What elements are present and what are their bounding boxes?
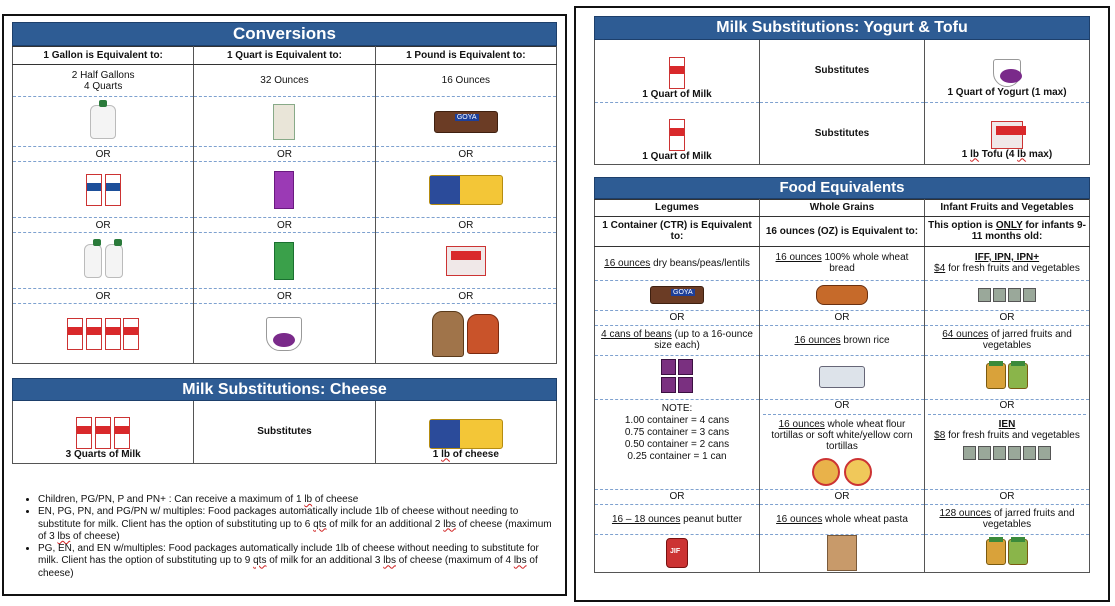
- infant-subheader-only: ONLY: [995, 220, 1023, 231]
- infant-option-3: [928, 415, 1086, 441]
- soy-milk-carton-icon: [273, 104, 295, 140]
- milk-jug-icon: [105, 244, 123, 278]
- bean-can-icon: [678, 359, 693, 375]
- yt-row1-yogurt-label: 1 Quart of Yogurt (1 max): [947, 86, 1067, 98]
- conversions-title: Conversions: [12, 22, 557, 46]
- description: for fresh fruits and vegetables: [945, 263, 1080, 274]
- dry-beans-bag-icon: [650, 286, 704, 304]
- note-line: 0.50 container = 2 cans: [624, 438, 730, 450]
- yogurt-tofu-table: [594, 40, 1090, 165]
- description: of jarred fruits and vegetables: [982, 508, 1075, 530]
- description: brown rice: [840, 334, 890, 346]
- note-unit: lbs: [57, 530, 71, 542]
- conversions-table: [12, 46, 557, 364]
- note-unit: qts: [313, 518, 327, 530]
- milk-gallon-icon: [90, 105, 116, 139]
- infant-category: IFF, IPN, IPN+: [974, 252, 1040, 263]
- amount: 128 ounces: [939, 508, 992, 519]
- yt-row1-substitutes: Substitutes: [760, 40, 925, 102]
- bean-can-icon: [661, 359, 676, 375]
- or-label: OR: [194, 289, 375, 304]
- infant-subheader-text: This option is: [928, 220, 996, 231]
- gallon-value-line2: 4 Quarts: [83, 80, 123, 92]
- description: (up to a 16-ounce size each): [654, 329, 753, 351]
- bread-loaf-icon: [467, 314, 499, 354]
- amount: 16 ounces: [775, 252, 822, 263]
- bean-can-icon: [678, 377, 693, 393]
- amount: 64 ounces: [942, 329, 989, 340]
- description: whole wheat pasta: [822, 513, 908, 525]
- legumes-subheader: 1 Container (CTR) is Equivalent to:: [595, 216, 760, 246]
- note-title: NOTE:: [661, 402, 693, 414]
- quart-milk-icon: [86, 318, 102, 350]
- or-label: OR: [375, 147, 556, 162]
- amount: 16 – 18 ounces: [611, 513, 681, 525]
- or-label: OR: [13, 147, 194, 162]
- note-item: [38, 494, 560, 506]
- legume-option-2: [595, 325, 760, 355]
- note-text: of milk for an additional 2: [326, 518, 444, 530]
- amount: 16 ounces: [794, 334, 841, 346]
- tofu-package-icon: [446, 246, 486, 276]
- yogurt-tub-icon: [266, 317, 302, 351]
- quart-milk-icon: [123, 318, 139, 350]
- cheese-title: Milk Substitutions: Cheese: [12, 378, 557, 401]
- cheese-milk-label: 3 Quarts of Milk: [65, 448, 141, 460]
- note-text: Children, PG/PN, P and PN+ : Can receive a maximum of 1: [38, 494, 305, 505]
- cheese-amount-text: of cheese: [452, 448, 499, 460]
- note-text: of cheese (maximum of 3: [38, 518, 552, 542]
- cheese-amount-unit: lb: [441, 448, 450, 460]
- left-panel: [2, 14, 567, 596]
- voucher-icon: [1038, 446, 1051, 460]
- note-box: [595, 399, 760, 489]
- brown-rice-bag-icon: [819, 366, 865, 388]
- note-text: of cheese): [70, 530, 120, 542]
- note-line: 0.75 container = 3 cans: [624, 426, 730, 438]
- note-text: EN, PG, PN, and PG/PN w/ multiples: Food packages automatically include 1lb of cheese without needing to substitute for milk. Client has the option of substituting up to 6: [38, 506, 519, 530]
- peanut-butter-jar-icon: [666, 538, 688, 568]
- quart-milk-icon: [669, 57, 685, 89]
- amount: $4: [934, 263, 946, 274]
- grains-subheader: 16 ounces (OZ) is Equivalent to:: [760, 216, 925, 246]
- cheese-table: [12, 401, 557, 464]
- or-label: OR: [375, 218, 556, 233]
- note-text: of cheese): [38, 555, 538, 579]
- gallon-header: 1 Gallon is Equivalent to:: [13, 47, 194, 65]
- right-panel: [574, 6, 1110, 602]
- whole-grains-header: Whole Grains: [760, 199, 925, 216]
- legume-option-1: [595, 246, 760, 280]
- tofu-text: Tofu (4: [979, 148, 1018, 160]
- quart-milk-icon: [95, 417, 111, 449]
- or-label: OR: [760, 310, 925, 325]
- note-text: of cheese (maximum of 4: [396, 555, 514, 567]
- or-label: OR: [763, 400, 921, 415]
- note-unit: lb: [304, 494, 313, 505]
- description: dry beans/peas/lentils: [650, 257, 750, 269]
- tofu-text: max): [1026, 148, 1053, 160]
- food-equivalents-title: Food Equivalents: [594, 177, 1090, 199]
- note-item: [38, 506, 560, 543]
- voucher-icon: [993, 288, 1006, 302]
- quart-milk-icon: [669, 119, 685, 151]
- quart-value: 32 Ounces: [194, 65, 375, 97]
- or-label: OR: [375, 289, 556, 304]
- or-label: OR: [925, 310, 1090, 325]
- or-label: OR: [194, 147, 375, 162]
- infant-option-2: [925, 325, 1090, 355]
- infant-category: IEN: [998, 418, 1016, 430]
- grain-option-2: [760, 325, 925, 355]
- or-label: OR: [595, 310, 760, 325]
- whole-wheat-bread-icon: [816, 285, 868, 305]
- cheese-block-icon: [429, 175, 503, 205]
- amount: 16 ounces: [778, 418, 825, 430]
- infant-option-4: [925, 504, 1090, 534]
- note-unit: qts: [253, 555, 267, 567]
- lactose-free-milk-icon: [274, 242, 294, 280]
- yt-row2-substitutes: Substitutes: [760, 102, 925, 164]
- voucher-icon: [978, 446, 991, 460]
- milk-jug-icon: [84, 244, 102, 278]
- grain-option-4: [760, 504, 925, 534]
- grain-option-3: [763, 415, 921, 452]
- or-label: OR: [925, 489, 1090, 504]
- whole-wheat-pasta-icon: [827, 535, 857, 571]
- cheese-amount-number: 1: [432, 448, 439, 460]
- tortilla-icon: [844, 458, 872, 486]
- or-label: OR: [13, 289, 194, 304]
- note-text: of milk for an additional 3: [266, 555, 384, 567]
- voucher-icon: [1023, 288, 1036, 302]
- yt-row2-tofu-label: [962, 149, 1052, 160]
- description: whole wheat flour tortillas or soft white/yellow corn tortillas: [771, 418, 913, 452]
- quart-milk-icon: [105, 318, 121, 350]
- legume-option-3: [595, 504, 760, 534]
- note-line: 0.25 container = 1 can: [627, 450, 727, 462]
- tofu-unit: lb: [1017, 148, 1027, 160]
- infant-option-1: [925, 246, 1090, 280]
- description: of jarred fruits and vegetables: [982, 329, 1072, 351]
- cheese-amount-label: [433, 449, 499, 460]
- baby-food-jar-icon: [986, 539, 1006, 565]
- voucher-icon: [1008, 446, 1021, 460]
- infant-fv-header: Infant Fruits and Vegetables: [925, 199, 1090, 216]
- quart-header: 1 Quart is Equivalent to:: [194, 47, 375, 65]
- tofu-package-icon: [991, 121, 1023, 149]
- whole-wheat-bread-icon: [432, 311, 464, 357]
- note-text: of cheese: [312, 494, 359, 505]
- voucher-icon: [978, 288, 991, 302]
- amount: 16 ounces: [604, 257, 651, 269]
- voucher-icon: [1023, 446, 1036, 460]
- yt-row1-milk-label: 1 Quart of Milk: [642, 88, 712, 100]
- or-label: OR: [760, 489, 925, 504]
- half-gallon-milk-icon: [86, 174, 102, 206]
- legumes-header: Legumes: [595, 199, 760, 216]
- amount: 4 cans of beans: [601, 329, 672, 340]
- cheese-substitutes-label: Substitutes: [194, 401, 375, 463]
- note-unit: lbs: [383, 555, 396, 567]
- yogurt-tofu-title: Milk Substitutions: Yogurt & Tofu: [594, 16, 1090, 40]
- note-item: [38, 543, 560, 580]
- voucher-icon: [993, 446, 1006, 460]
- infant-subheader-text: for infants 9-11 months old:: [971, 220, 1086, 242]
- voucher-icon: [1008, 288, 1021, 302]
- soy-milk-carton-icon: [274, 171, 294, 209]
- gallon-value-line1: 2 Half Gallons: [71, 69, 135, 81]
- quart-milk-icon: [76, 417, 92, 449]
- or-label: OR: [928, 400, 1086, 415]
- cheese-notes-list: [20, 494, 560, 580]
- pound-value: 16 Ounces: [375, 65, 556, 97]
- baby-food-jar-icon: [1008, 539, 1028, 565]
- baby-food-jar-icon: [986, 363, 1006, 389]
- half-gallon-milk-icon: [105, 174, 121, 206]
- pound-header: 1 Pound is Equivalent to:: [375, 47, 556, 65]
- tofu-text: 1: [961, 148, 971, 160]
- note-text: PG, EN, and EN w/multiples: Food packages automatically include 1lb of cheese without needing to substitute for milk. Client has the option of substituting up to 9: [38, 543, 539, 567]
- tortilla-icon: [812, 458, 840, 486]
- bean-can-icon: [661, 377, 676, 393]
- gallon-value: [13, 65, 194, 97]
- infant-subheader: [925, 216, 1090, 246]
- quart-milk-icon: [114, 417, 130, 449]
- or-label: OR: [595, 489, 760, 504]
- or-label: OR: [13, 218, 194, 233]
- food-equivalents-table: [594, 199, 1090, 573]
- cheese-block-icon: [429, 419, 503, 449]
- note-unit: lbs: [443, 518, 457, 530]
- baby-food-jar-icon: [1008, 363, 1028, 389]
- description: 100% whole wheat bread: [821, 252, 909, 274]
- dry-beans-bag-icon: [434, 111, 498, 133]
- description: peanut butter: [680, 513, 743, 525]
- voucher-icon: [963, 446, 976, 460]
- quart-milk-icon: [67, 318, 83, 350]
- yogurt-tub-icon: [993, 59, 1021, 87]
- amount: 16 ounces: [776, 513, 823, 525]
- tofu-unit: lb: [970, 148, 980, 160]
- note-unit: lbs: [513, 555, 527, 567]
- yt-row2-milk-label: 1 Quart of Milk: [642, 150, 712, 162]
- description: for fresh fruits and vegetables: [945, 429, 1080, 441]
- note-line: 1.00 container = 4 cans: [624, 414, 730, 426]
- amount: $8: [934, 429, 946, 441]
- or-label: OR: [194, 218, 375, 233]
- grain-option-1: [760, 246, 925, 280]
